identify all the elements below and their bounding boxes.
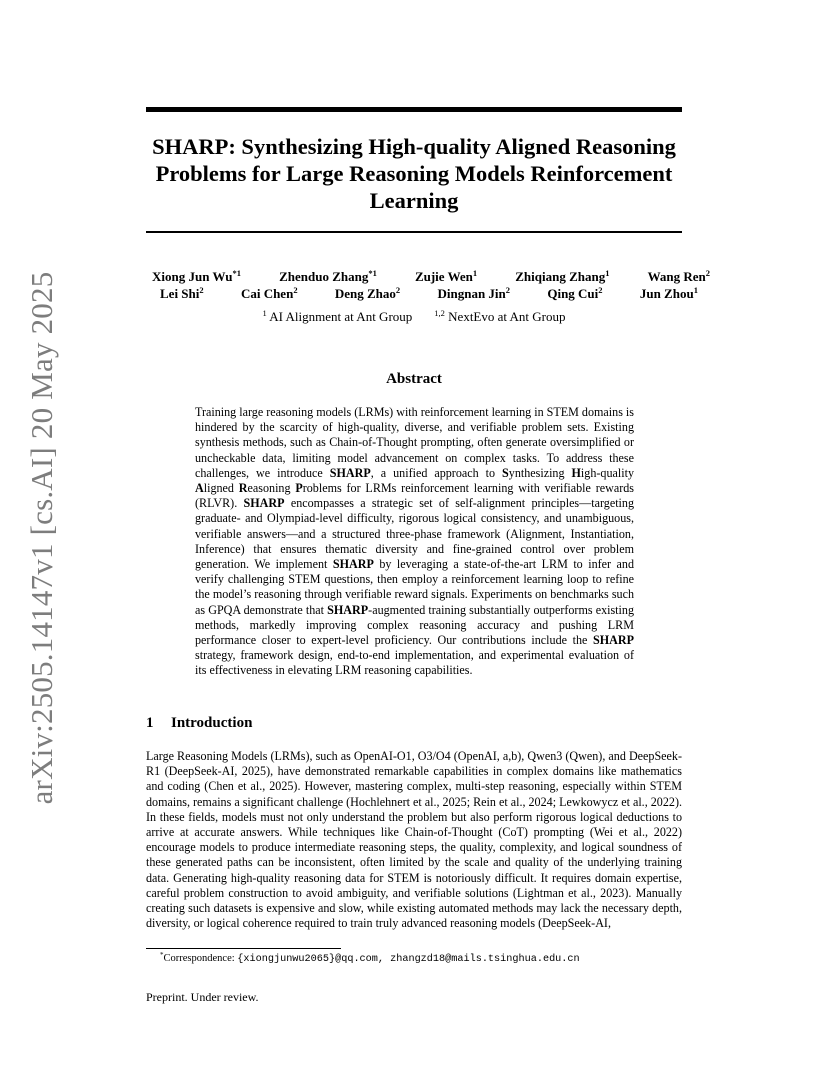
abstract-text: ligned <box>203 481 239 496</box>
paper-title <box>140 133 688 214</box>
affiliation-name: NextEvo at Ant Group <box>448 309 566 324</box>
intro-paragraph: Large Reasoning Models (LRMs), such as OpenAI-O1, O3/O4 (OpenAI, a,b), Qwen3 (Qwen), and DeepSeek-R1 (DeepSeek-AI, 2025), have demonstrated remarkable capabilities in complex domains like mathematics and coding (Chen et al., 2025). However, mastering complex, multi-step reasoning, especially within STEM domains, remains a significant challenge (Hochlehnert et al., 2025; Rein et al., 2024; Lewkowycz et al., 2022). In these fields, models must not only understand the problem but also perform rigorous logical deductions to arrive at accurate answers. While techniques like Chain-of-Thought (CoT) prompting (Wei et al., 2022) encourage models to produce intermediate reasoning steps, the quality, complexity, and logical soundness of these generated paths can be inconsistent, often limited by the scale and quality of the underlying training data. Generating high-quality reasoning data for STEM is notoriously difficult. It requires domain expertise, careful problem construction to avoid ambiguity, and verifiable solutions (Lightman et al., 2023). Manually creating such datasets is expensive and slow, while existing automated methods may lack the necessary depth, diversity, or logical coherence required to train truly advanced reasoning models (DeepSeek-AI, <box>146 749 682 931</box>
author-row <box>140 268 720 285</box>
abstract-bold-text: P <box>295 481 303 496</box>
abstract-bold-text: SHARP <box>243 496 285 511</box>
author: Wang Ren$^2$ <box>647 268 710 284</box>
abstract-text: , a unified approach to <box>370 465 503 480</box>
abstract-body <box>195 405 634 679</box>
abstract-bold-text: SHARP <box>332 557 374 572</box>
title-bottom-rule <box>146 231 682 233</box>
title-line: SHARP: Synthesizing High-quality Aligned Reasoning <box>152 134 676 159</box>
abstract-bold-text: SHARP <box>327 602 369 617</box>
correspondence-emails: {xiongjunwu2065}@qq.com, zhangzd18@mails.tsinghua.edu.cn <box>237 954 580 965</box>
abstract-bold-text: SHARP <box>593 633 634 648</box>
arxiv-identifier: arXiv:2505.14147v1 [cs.AI] 20 May 2025 <box>24 271 59 805</box>
abstract-bold-text: A <box>195 481 204 496</box>
affiliations <box>140 309 688 325</box>
abstract-text: easoning <box>247 481 296 496</box>
abstract-text: by leveraging a state-of-the-art LRM to infer and verify challenging STEM questions, then employ a reinforcement learning loop to refine the model’s reasoning through verifiable reward signals. Experiments on benchmarks such as GPQA demonstrate that <box>195 557 634 617</box>
author: Xiong Jun Wu$^{*1}$ <box>152 268 241 284</box>
abstract-bold-text: S <box>502 465 509 480</box>
affiliation-name: AI Alignment at Ant Group <box>269 309 413 324</box>
abstract-bold-text: SHARP <box>329 465 371 480</box>
section-number: 1 <box>146 715 154 731</box>
abstract-text: Training large reasoning models (LRMs) with reinforcement learning in STEM domains is hindered by the scarcity of high-quality, diverse, and verifiable problem sets. Existing synthesis methods, such as Chain-of-Thought prompting, often generate oversimplified or uncheckable data, limiting model advancement on complex tasks. To address these challenges, we introduce <box>195 405 635 480</box>
author: Zujie Wen$^1$ <box>414 268 478 284</box>
abstract-text: igh-quality <box>580 465 634 480</box>
abstract-text: roblems for LRMs reinforcement learning with verifiable rewards (RLVR). <box>195 481 634 511</box>
author: Dingnan Jin$^2$ <box>437 285 511 301</box>
abstract-text: encompasses a strategic set of self-alignment principles—targeting graduate- and Olympiad-level difficulty, rigorous logical consistency, and unambiguous, verifiable answers—and a structured three-phase framework (Alignment, Instantiation, Inference) that ensures thematic diversity and fine-grained control over problem generation. We implement <box>195 496 635 572</box>
section-title: Introduction <box>171 715 253 731</box>
affiliation-mark: 1 <box>262 308 267 318</box>
preprint-note: Preprint. Under review. <box>146 990 259 1004</box>
abstract-text: strategy, framework design, end-to-end implementation, and experimental evaluation of its effectiveness in elevating LRM reasoning capabilities. <box>195 648 634 678</box>
title-line: Learning <box>369 188 459 213</box>
footnote-rule <box>146 948 341 949</box>
author: Cai Chen$^2$ <box>240 285 298 301</box>
abstract-heading: Abstract <box>386 371 442 387</box>
abstract-text: -augmented training substantially outperforms existing methods, markedly improving complex reasoning accuracy and pushing LRM performance closer to expert-level proficiency. Our contributions include the <box>195 602 635 648</box>
abstract-text: ynthesizing <box>508 465 572 480</box>
footnote-mark: * <box>160 951 164 959</box>
abstract-bold-text: R <box>238 481 248 496</box>
title-top-rule <box>146 107 682 112</box>
footnote-label: Correspondence: <box>163 953 238 964</box>
author-row <box>140 285 720 302</box>
author: Deng Zhao$^2$ <box>334 285 401 301</box>
section-heading <box>146 715 252 732</box>
abstract-bold-text: H <box>571 465 581 480</box>
author-list <box>140 268 720 302</box>
footnote <box>160 952 580 966</box>
author: Zhiqiang Zhang$^1$ <box>515 268 610 284</box>
author: Qing Cui$^2$ <box>547 285 603 301</box>
affiliation-mark: 1,2 <box>434 308 445 318</box>
title-line: Problems for Large Reasoning Models Reinforcement <box>155 161 673 186</box>
author: Lei Shi$^2$ <box>160 285 204 301</box>
author: Jun Zhou$^1$ <box>639 285 698 301</box>
author: Zhenduo Zhang$^{*1}$ <box>279 268 377 284</box>
